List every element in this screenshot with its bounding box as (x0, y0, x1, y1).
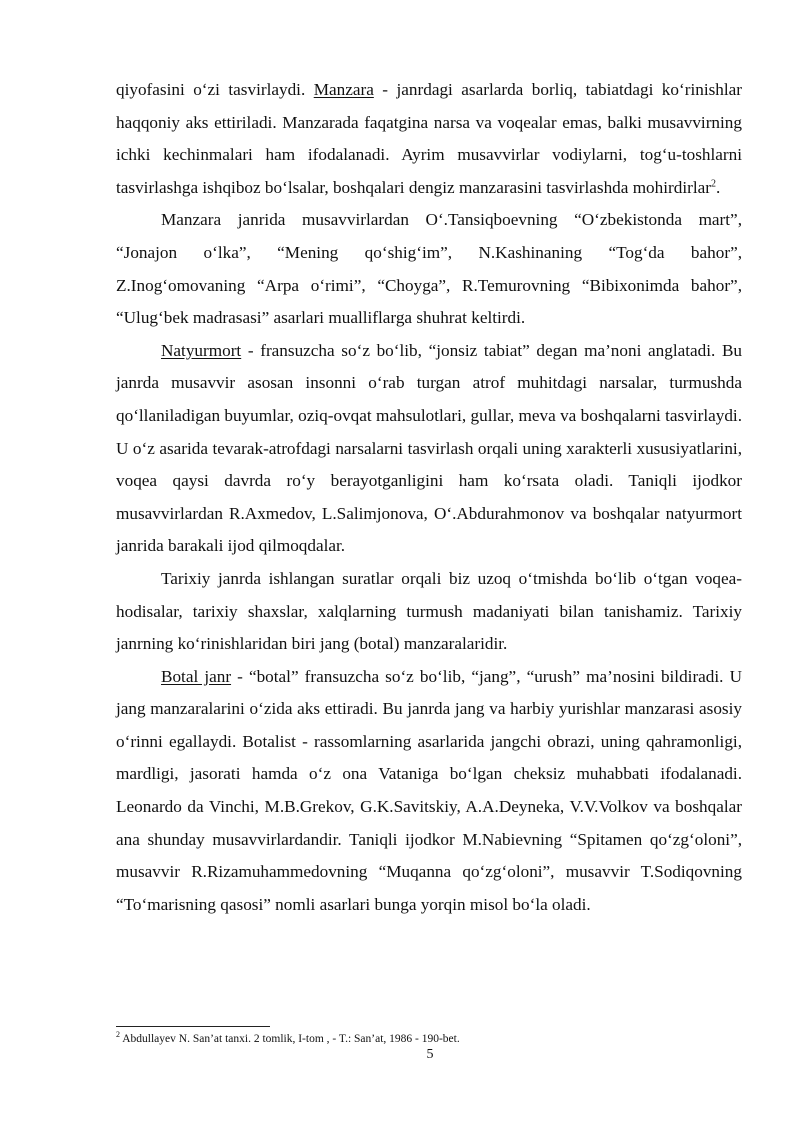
paragraph-body-text: - janrdagi asarlarda borliq, tabiatdagi ko‘rinishlar haqqoniy aks ettiriladi. Manzarada faqatgina narsa va voqealar emas, balki musavvirning ichki kechinmalari ham ifodalanadi. Ayrim musavvirlar vodiylarni, tog‘u-toshlarni tasvirlashga ishqiboz bo‘lsalar, boshqalari dengiz manzarasini tasvirlashda mohirdirlar (116, 80, 742, 197)
term-natyurmort: Natyurmort (161, 340, 242, 360)
footnote-text: Abdullayev N. San’at tanxi. 2 tomlik, I-tom , - T.: San’at, 1986 - 190-bet. (120, 1033, 460, 1045)
paragraph-manzara (116, 74, 742, 204)
paragraph-body-text: - “botal” fransuzcha so‘z bo‘lib, “jang”, “urush” ma’nosini bildiradi. U jang manzaralarini o‘zida aks ettiradi. Bu janrda jang va harbiy yurishlar manzarasi asosiy o‘rinni egallaydi. Botalist - rassomlarning asarlarida jangchi obrazi, uning qahramonligi, mardligi, jasorati hamda o‘z ona Vataniga bo‘lgan cheksiz muhabbati ifodalanadi. Leonardo da Vinchi, M.B.Grekov, G.K.Savitskiy, A.A.Deyneka, V.V.Volkov va boshqalar ana shunday musavvirlardandir. Taniqli ijodkor M.Nabievning “Spitamen qo‘zg‘oloni”, musavvir R.Rizamuhammedovning “Muqanna qo‘zg‘oloni”, musavvir T.Sodiqovning “To‘marisning qasosi” nomli asarlari bunga yorqin misol bo‘la oladi. (116, 666, 742, 914)
page-number: 5 (426, 1047, 434, 1062)
footnote-reference[interactable]: 2 (710, 178, 716, 190)
paragraph-tarixiy-janr: Tarixiy janrda ishlangan suratlar orqali biz uzoq o‘tmishda bo‘lib o‘tgan voqea-hodisalar, tarixiy shaxslar, xalqlarning turmush madaniyati bilan tanishamiz. Tarixiy janrning ko‘rinishlaridan biri jang (botal) manzaralaridir. (116, 568, 742, 654)
paragraph-manzara-artists: Manzara janrida musavvirlardan O‘.Tansiqboevning “O‘zbekistonda mart”, “Jonajon o‘lka”, “Mening qo‘shig‘im”, N.Kashinaning “Tog‘da bahor”, Z.Inog‘omovaning “Arpa o‘rimi”, “Choyga”, R.Temurovning “Bibixonimda bahor”, “Ulug‘bek madrasasi” asarlari mualliflarga shuhrat keltirdi. (116, 210, 742, 328)
paragraph-end-text: . (715, 177, 721, 197)
footnote (116, 1031, 742, 1047)
paragraph-lead-text: qiyofasini o‘zi tasvirlaydi. (116, 80, 314, 99)
footnote-divider (116, 1026, 270, 1027)
paragraph-botal-janr (116, 661, 742, 922)
document-page (116, 74, 742, 921)
footnote-marker: 2 (116, 1030, 120, 1040)
paragraph-natyurmort (116, 335, 742, 563)
term-botal-janr: Botal janr (161, 666, 232, 686)
paragraph-body-text: - fransuzcha so‘z bo‘lib, “jonsiz tabiat” degan ma’noni anglatadi. Bu janrda musavvir asosan insonni o‘rab turgan atrof muhitdagi narsalar, turmushda qo‘llaniladigan buyumlar, oziq-ovqat mahsulotlari, gullar, meva va boshqalarni tasvirlaydi. U o‘z asarida tevarak-atrofdagi narsalarni tasvirlash orqali uning xarakterli xususiyatlarini, voqea qaysi davrda ro‘y berayotganligini ham ko‘rsata oladi. Taniqli ijodkor musavvirlardan R.Axmedov, L.Salimjonova, O‘.Abdurahmonov va boshqalar natyurmort janrida barakali ijod qilmoqdalar. (116, 340, 742, 556)
term-manzara: Manzara (313, 80, 374, 99)
